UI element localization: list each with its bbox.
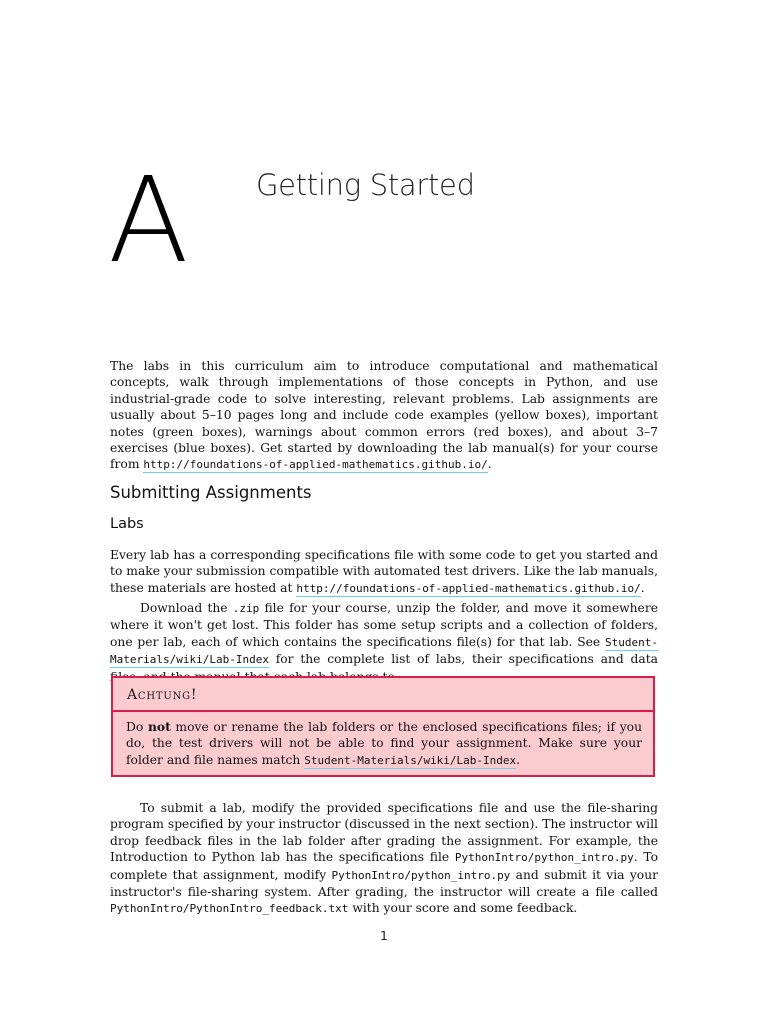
intro-end: . <box>487 457 492 472</box>
code-feedback-file: PythonIntro/PythonIntro_feedback.txt <box>110 902 349 916</box>
lab-index-link[interactable]: Student-Materials/wiki/Lab-Index <box>110 635 658 667</box>
warning-end: . <box>516 752 521 767</box>
warning-text-a: Do <box>126 720 148 734</box>
warning-box <box>111 676 655 777</box>
warning-body <box>126 719 642 769</box>
submit-text-c: and submit it via your instructor's file-sharing system. After grading, the instructor will create a file called <box>110 867 658 900</box>
warning-title: Achtung! <box>127 687 198 703</box>
materials-link[interactable]: http://foundations-of-applied-mathematics.github.io/ <box>296 581 641 595</box>
labs-para2-b: file for your course, unzip the folder, and move it somewhere where it won't get lost. This folder has some setup scripts and a collection of folders, one per lab, each of which contains the specifications file(s) for that lab. See <box>110 601 658 649</box>
warning-lab-index-link[interactable]: Student-Materials/wiki/Lab-Index <box>304 753 517 767</box>
zip-code: .zip <box>232 602 260 615</box>
warning-text-b: move or rename the lab folders or the enclosed specifications files; if you do, the test drivers will not be able to find your assignment. Make sure your folder and file names match <box>126 720 643 767</box>
labs-para2-a: Download the <box>140 601 233 615</box>
submit-paragraph <box>110 800 658 918</box>
code-spec-file: PythonIntro/python_intro.py <box>454 851 634 865</box>
labs-paragraph-1 <box>110 547 658 597</box>
code-modify-file: PythonIntro/python_intro.py <box>331 868 511 882</box>
course-website-link[interactable]: http://foundations-of-applied-mathematics.github.io/ <box>143 458 488 472</box>
labs-paragraph-2 <box>110 600 658 685</box>
subsection-heading-labs: Labs <box>110 516 144 532</box>
labs-para2-c: for the complete list of labs, their specifications and data <box>275 652 658 667</box>
labs-para1-text: Every lab has a corresponding specifications file with some code to get you started and to make your submission compatible with automated test drivers. Like the lab manuals, these materials are hosted at <box>110 548 658 595</box>
intro-text: The labs in this curriculum aim to introduce computational and mathematical concepts, walk through implementations of those concepts in Python, and use industrial-grade code to solve interesting, relevant problems. Lab assignments are usually about 5–10 pages long and include code examples (yellow boxes), important notes (green boxes), warnings about common errors (red boxes), and about 3–7 exercises (blue boxes). Get started by downloading the lab manual(s) for your course from <box>110 359 658 472</box>
submit-text-a: To submit a lab, modify the provided specifications file and use the file-sharing program specified by your instructor (discussed in the next section). The instructor will drop feedback files in the lab folder after grading the assignment. For example, the Introduction to Python lab has the specifications file <box>110 801 658 865</box>
intro-paragraph <box>110 358 658 474</box>
page-number: 1 <box>380 928 388 943</box>
chapter-title: Getting Started <box>256 168 475 202</box>
section-heading-submitting: Submitting Assignments <box>110 483 312 502</box>
warning-bold: not <box>147 719 171 734</box>
labs-para1-end: . <box>640 580 645 595</box>
submit-text-b: . To complete that assignment, modify <box>110 850 659 882</box>
warning-title-bar <box>113 678 653 712</box>
chapter-letter: A <box>108 151 189 289</box>
submit-text-d: with your score and some feedback. <box>348 901 578 916</box>
